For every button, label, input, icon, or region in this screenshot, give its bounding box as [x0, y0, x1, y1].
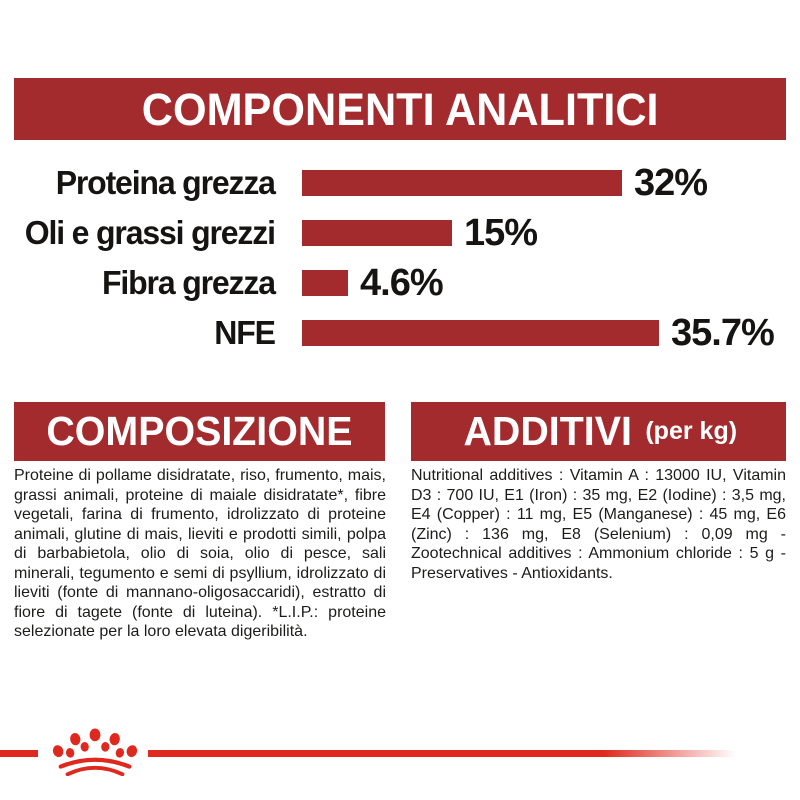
bar-value-label: 35.7% — [671, 312, 774, 354]
additives-title-suffix: (per kg) — [645, 417, 738, 445]
bar — [302, 220, 452, 246]
bar-track — [302, 312, 786, 354]
bar-row — [14, 212, 786, 254]
bar-track — [302, 212, 786, 254]
bar — [302, 320, 659, 346]
composition-banner — [14, 402, 385, 461]
bar — [302, 270, 348, 296]
bar-category-label: NFE — [214, 314, 275, 351]
bar-row — [14, 262, 786, 304]
additives-title: ADDITIVI — [463, 408, 632, 454]
bar-category-label: Proteina grezza — [55, 164, 275, 201]
bar-track — [302, 262, 786, 304]
bar-category-label: Fibra grezza — [102, 264, 275, 301]
bar-value-label: 32% — [634, 162, 708, 204]
analytic-components-chart — [14, 162, 786, 370]
analytic-components-banner — [14, 78, 786, 140]
footer-rule-left — [0, 750, 38, 757]
additives-banner — [411, 402, 786, 461]
bar-value-label: 15% — [464, 212, 538, 254]
additives-body: Nutritional additives : Vitamin A : 13000 IU, Vitamin D3 : 700 IU, E1 (Iron) : 35 mg, E2 (Iodine) : 3,5 mg, E4 (Copper) : 11 mg, E5 (Manganese) : 45 mg, E6 (Zinc) : 136 mg, E8 (Selenium) : 0,09 mg - Zootechnical additives : Ammonium chloride : 5 g - Preservatives - Antioxidants. — [411, 467, 786, 582]
footer-rule-right — [148, 750, 748, 757]
bar-row — [14, 162, 786, 204]
bar-category-label: Oli e grassi grezzi — [24, 214, 275, 251]
royal-canin-crown-icon — [51, 728, 139, 776]
composition-body: Proteine di pollame disidratate, riso, frumento, mais, grassi animali, proteine di maiale disidratate*, fibre vegetali, farina di frumento, idrolizzato di proteine animali, glutine di mais, lieviti e prodotti simili, polpa di barbabietola, olio di soia, olio di pesce, sali minerali, tegumento e semi di psyllium, idrolizzato di lieviti (fonte di mannano-oligosaccaridi), estratto di fiore di tagete (fonte di luteina). *L.I.P.: proteine selezionate per la loro elevata digeribilità. — [14, 467, 386, 640]
analytic-components-title: COMPONENTI ANALITICI — [141, 83, 659, 135]
bar-track — [302, 162, 786, 204]
bar — [302, 170, 622, 196]
bar-row — [14, 312, 786, 354]
composition-title: COMPOSIZIONE — [46, 408, 353, 454]
bar-value-label: 4.6% — [360, 262, 443, 304]
